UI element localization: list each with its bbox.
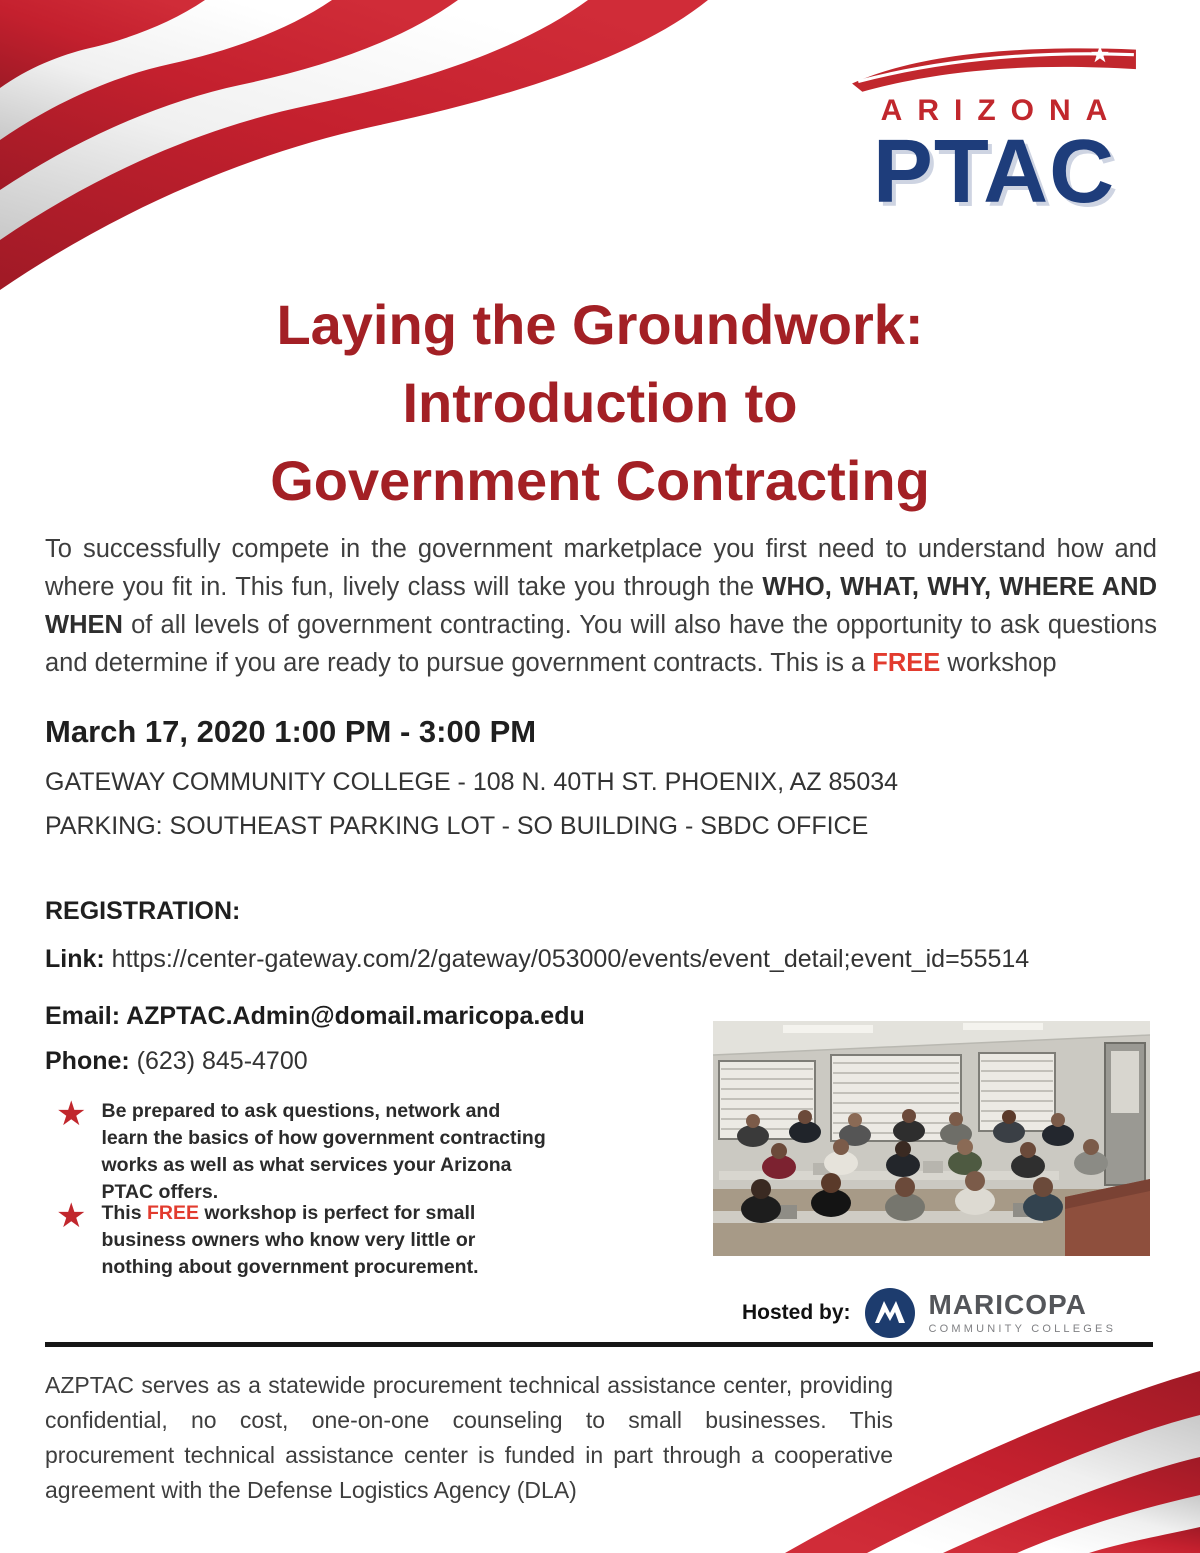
maricopa-name: MARICOPA [928, 1289, 1087, 1320]
star-bullet-icon: ★ [56, 1197, 87, 1235]
ptac-flag-swoosh-icon [850, 38, 1138, 92]
registration-phone-number: (623) 845-4700 [136, 1047, 308, 1075]
page-title [0, 286, 1200, 520]
maricopa-wordmark [929, 1291, 1117, 1335]
event-location: GATEWAY COMMUNITY COLLEGE - 108 N. 40TH ST. PHOENIX, AZ 85034 [45, 768, 899, 796]
ptac-logo [850, 38, 1138, 222]
maricopa-logo-icon [864, 1287, 916, 1339]
registration-heading: REGISTRATION: [45, 897, 241, 925]
intro-part-2: of all levels of government contracting. You will also have the opportunity to ask questions and determine if you are ready to pursue government contracts. This is a [45, 611, 1157, 677]
logo-ptac-text: PTAC [872, 122, 1116, 222]
hosted-by-row [742, 1287, 1116, 1339]
bullet-2-text [101, 1200, 546, 1281]
intro-bold-phrase: WHO, WHAT, WHY, WHERE AND WHEN [45, 573, 1157, 639]
title-line-3: Government Contracting [270, 449, 930, 512]
title-line-2: Introduction to [402, 371, 798, 434]
phone-label: Phone: [45, 1047, 130, 1075]
bullet-1-text: Be prepared to ask questions, network and learn the basics of how government contracting works as well as what services your Arizona PTAC offers. [101, 1100, 546, 1203]
event-datetime: March 17, 2020 1:00 PM - 3:00 PM [45, 714, 537, 749]
bullet-2-free-highlight: FREE [147, 1202, 200, 1224]
star-bullet-icon: ★ [56, 1095, 87, 1133]
registration-email-line [45, 1002, 585, 1031]
link-label: Link: [45, 945, 105, 973]
event-parking: PARKING: SOUTHEAST PARKING LOT - SO BUILDING - SBDC OFFICE [45, 812, 869, 840]
registration-link-line [45, 945, 1029, 974]
hosted-by-label: Hosted by: [742, 1301, 851, 1324]
us-flag-decoration-top [0, 0, 760, 295]
maricopa-subtitle: COMMUNITY COLLEGES [928, 1323, 1117, 1335]
title-line-1: Laying the Groundwork: [276, 293, 924, 356]
logo-arizona-text: ARIZONA [880, 94, 1123, 127]
footer-paragraph: AZPTAC serves as a statewide procurement technical assistance center, providing confidential, no cost, one-on-one counseling to small businesses. This procurement technical assistance center is funded in part through a cooperative agreement with the Defense Logistics Agency (DLA) [45, 1372, 893, 1503]
registration-email-address[interactable]: AZPTAC.Admin@domail.maricopa.edu [126, 1002, 585, 1030]
intro-part-3: workshop [940, 649, 1057, 677]
bullet-item-2 [56, 1197, 546, 1281]
email-label: Email: [45, 1002, 121, 1030]
footer-divider [45, 1342, 1153, 1347]
registration-link-url[interactable]: https://center-gateway.com/2/gateway/053000/events/event_detail;event_id=55514 [111, 945, 1030, 973]
registration-phone-line [45, 1047, 308, 1076]
intro-part-1: To successfully compete in the government marketplace you first need to understand how and where you fit in. This fun, lively class will take you through the [45, 535, 1157, 601]
bullet-2-pre: This [101, 1202, 147, 1224]
intro-paragraph [45, 530, 1157, 682]
bullet-2-post: workshop is perfect for small business owners who know very little or nothing about government procurement. [101, 1202, 479, 1278]
classroom-photo [713, 1021, 1150, 1256]
bullet-item-1 [56, 1095, 546, 1206]
intro-free-highlight: FREE [872, 649, 941, 677]
